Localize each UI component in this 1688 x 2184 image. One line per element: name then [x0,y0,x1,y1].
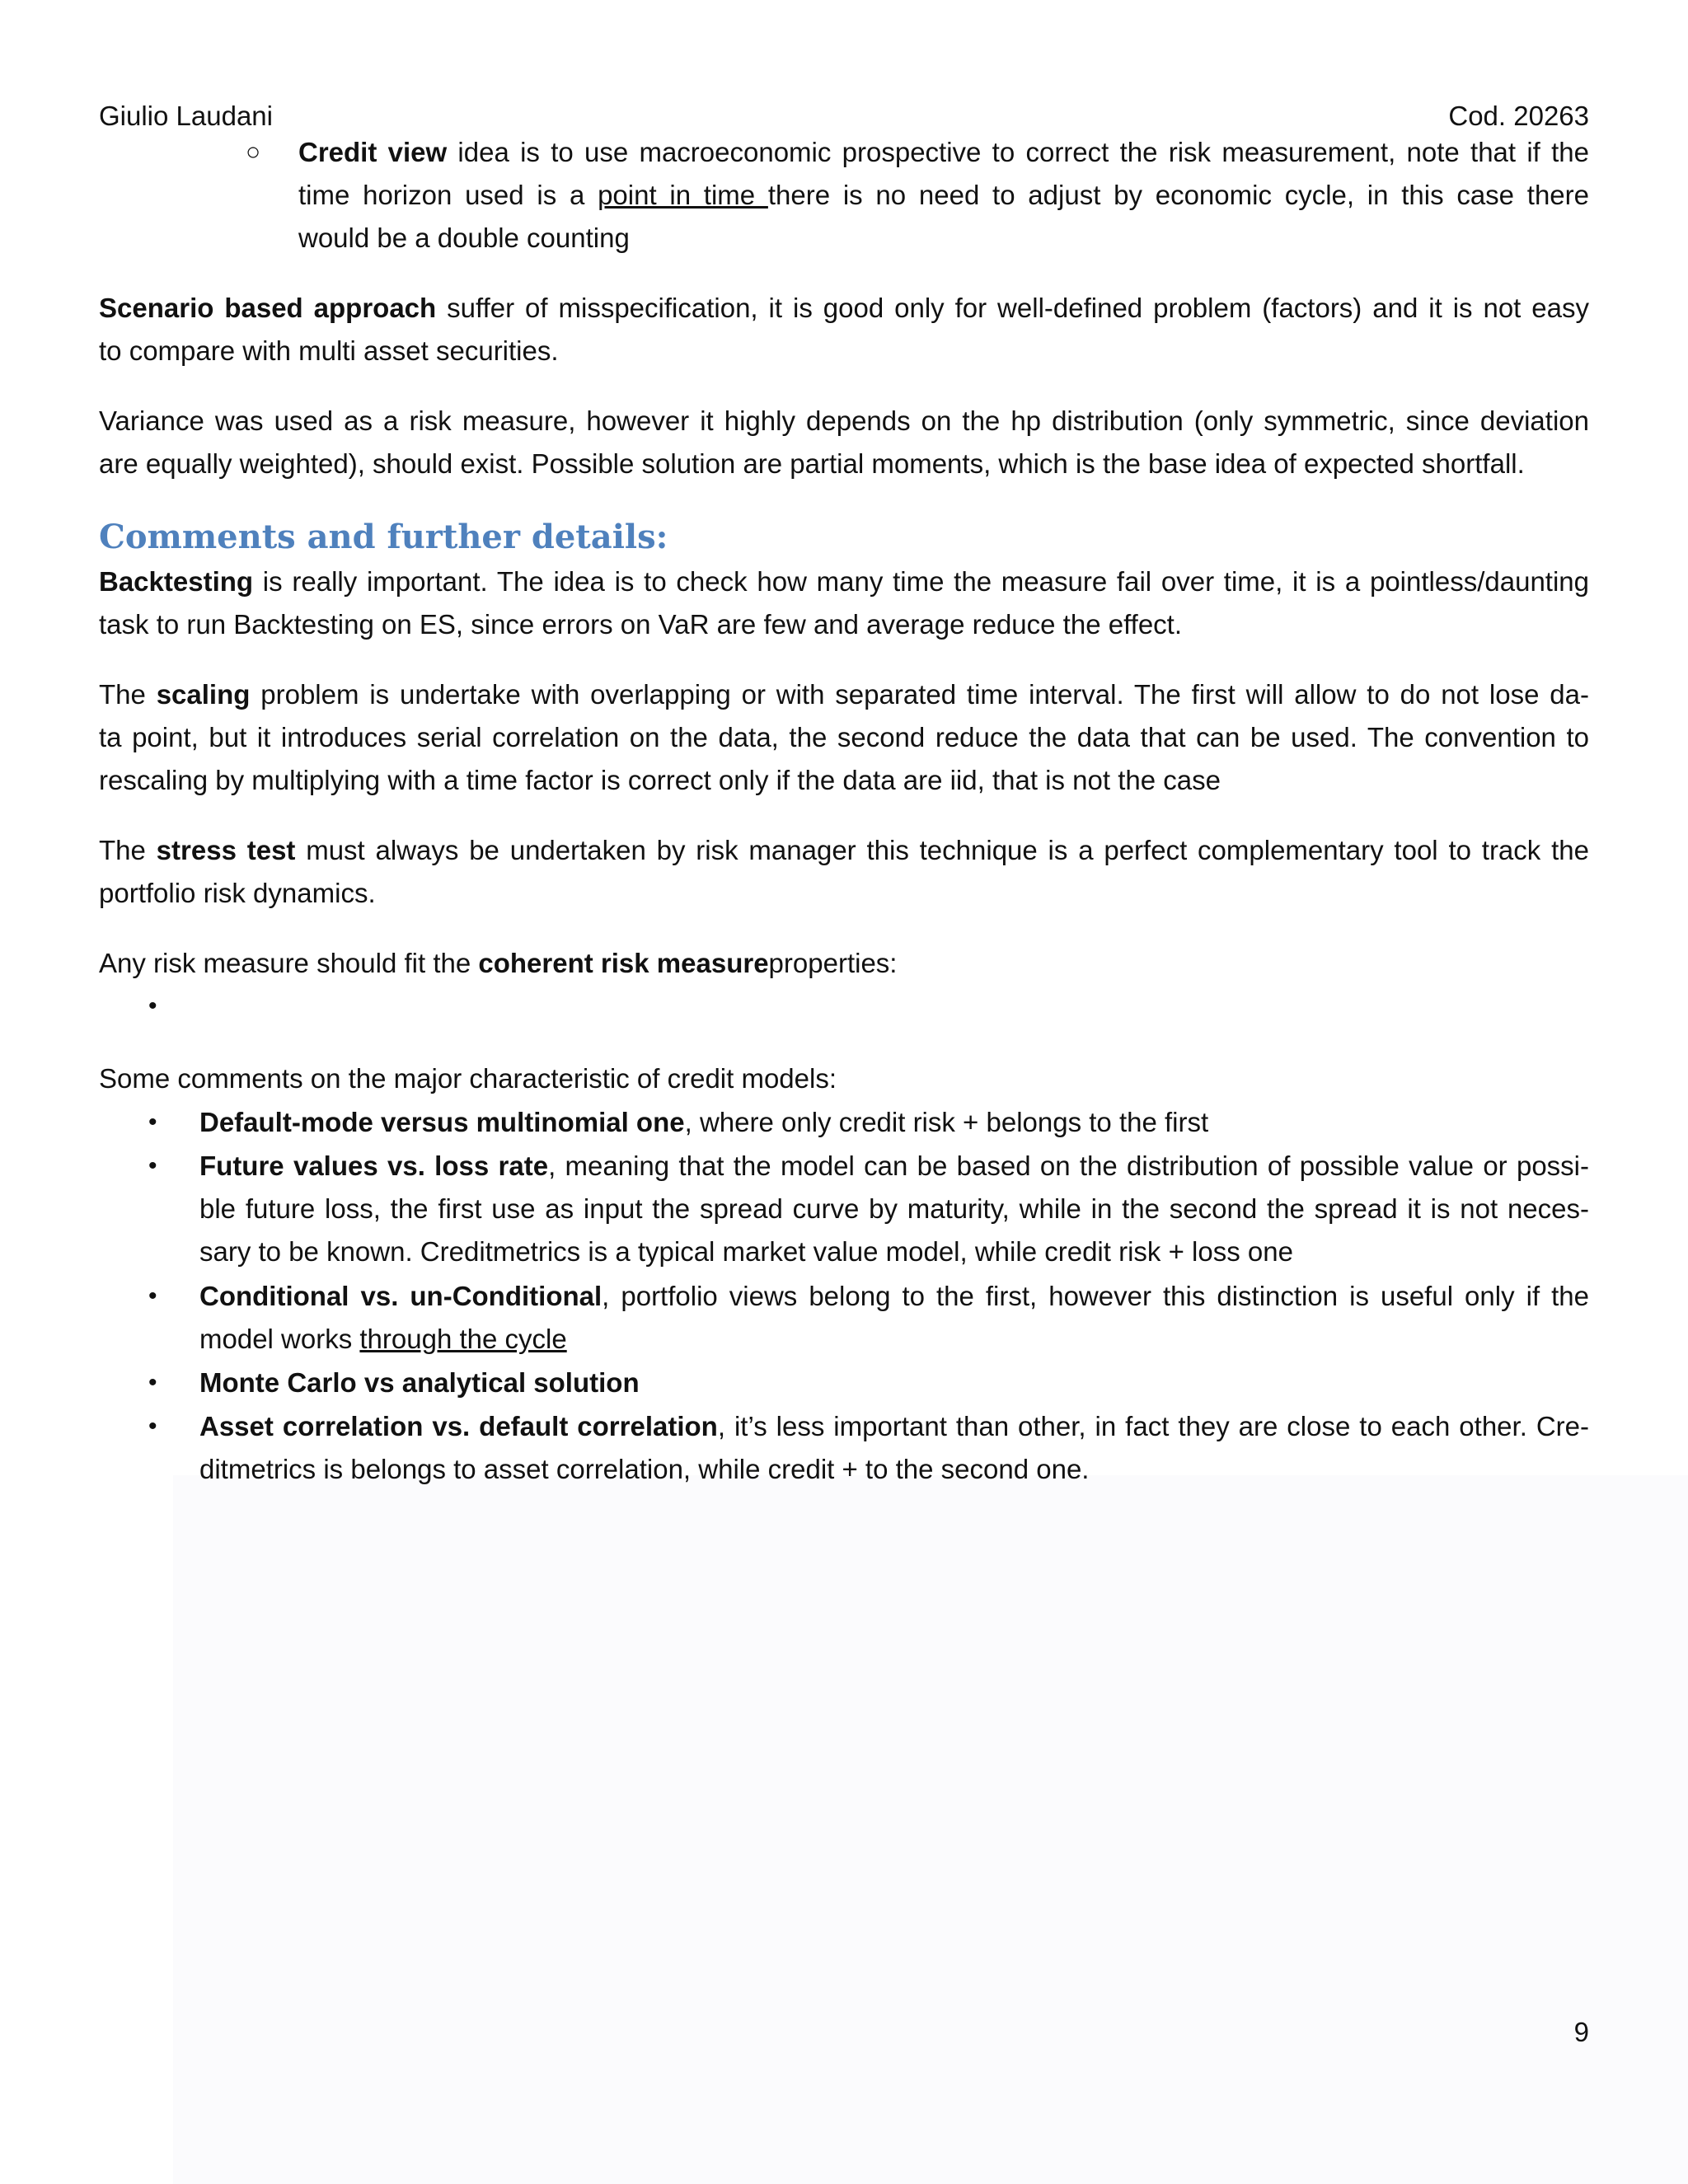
credit-models-intro: Some comments on the major characteristic of credit models: [99,1063,837,1094]
list-bullet: • [148,1413,157,1440]
stress-text: The [99,835,157,865]
coherent-text: properties: [768,948,898,978]
item-term: Monte Carlo vs analytical solution [199,1367,640,1398]
credit-model-item-1 [199,1101,1589,1144]
scaling-text: problem is undertake with overlapping or with separated time interval. The first will allow to do not lose da- [250,679,1589,710]
credit-model-item-3-line-2 [199,1318,1589,1361]
scenario-line-2: to compare with multi asset securities. [99,335,559,366]
credit-view-text: idea is to use macroeconomic prospective to correct the risk measurement, note that if the [447,137,1589,167]
list-bullet: • [148,1282,157,1310]
credit-view-line-1 [298,131,1589,174]
header-code: Cod. 20263 [1448,101,1589,131]
coherent-term: coherent risk measure [478,948,769,978]
scaling-term: scaling [156,679,251,710]
empty-bullet: • [148,992,157,1019]
sub-bullet-marker: ○ [246,138,261,166]
credit-model-item-2-line-1 [199,1145,1589,1188]
list-bullet: • [148,1369,157,1396]
variance-line-1: Variance was used as a risk measure, however it highly depends on the hp distribution (only symmetric, since deviation [99,405,1589,436]
credit-model-item-4 [199,1361,1589,1404]
item-term: Default-mode versus multinomial one [199,1107,685,1137]
credit-model-item-2-line-2: ble future loss, the first use as input the spread curve by maturity, while in the second the spread it is not neces- [199,1193,1589,1224]
credit-view-line-3: would be a double counting [298,223,630,253]
credit-model-item-2-line-3: sary to be known. Creditmetrics is a typical market value model, while credit risk + loss one [199,1236,1293,1267]
coherent-line [99,942,1589,985]
stress-line-1 [99,829,1589,872]
list-bullet: • [148,1152,157,1179]
item-text: , portfolio views belong to the first, however this distinction is useful only if the [602,1281,1590,1311]
stress-line-2: portfolio risk dynamics. [99,878,376,908]
backtesting-term: Backtesting [99,566,254,597]
through-the-cycle-underline: through the cycle [359,1324,567,1354]
coherent-text: Any risk measure should fit the [99,948,479,978]
page-shading [173,1475,1688,2184]
backtesting-line-2: task to run Backtesting on ES, since errors on VaR are few and average reduce the effect. [99,609,1183,640]
header-author: Giulio Laudani [99,101,273,131]
variance-line-2: are equally weighted), should exist. Possible solution are partial moments, which is the base idea of expected shortfall. [99,448,1525,479]
list-bullet: • [148,1108,157,1136]
page-number: 9 [1573,2017,1589,2047]
stress-text: must always be undertaken by risk manager this technique is a perfect complementary tool to track the [295,835,1589,865]
section-heading: Comments and further details: [99,518,668,556]
scaling-line-3: rescaling by multiplying with a time factor is correct only if the data are iid, that is not the case [99,765,1221,795]
credit-model-item-5-line-1 [199,1405,1589,1448]
item-term: Future values vs. loss rate [199,1151,549,1181]
item-text: model works [199,1324,360,1354]
scaling-text: The [99,679,157,710]
scenario-text: suffer of misspecification, it is good only for well-defined problem (factors) and it is not easy [436,293,1589,323]
item-text: , it’s less important than other, in fact they are close to each other. Cre- [717,1411,1589,1441]
credit-view-term: Credit view [298,137,448,167]
item-term: Asset correlation vs. default correlation [199,1411,718,1441]
scenario-term: Scenario based approach [99,293,437,323]
credit-model-item-3-line-1 [199,1275,1589,1318]
item-text: , meaning that the model can be based on the distribution of possible value or possi- [548,1151,1589,1181]
credit-view-text: there is no need to adjust by economic cycle, in this case there [767,180,1589,210]
backtesting-text: is really important. The idea is to check how many time the measure fail over time, it is a pointless/daunting [253,566,1589,597]
item-term: Conditional vs. un-Conditional [199,1281,603,1311]
point-in-time-underline: point in time [598,180,768,210]
credit-view-line-2 [298,174,1589,217]
credit-view-text: time horizon used is a [298,180,598,210]
backtesting-line-1 [99,560,1589,603]
credit-model-item-5-line-2: ditmetrics is belongs to asset correlation, while credit + to the second one. [199,1454,1090,1484]
scaling-line-2: ta point, but it introduces serial correlation on the data, the second reduce the data that can be used. The convention to [99,722,1589,752]
item-text: , where only credit risk + belongs to the first [684,1107,1209,1137]
scaling-line-1 [99,673,1589,716]
stress-term: stress test [156,835,296,865]
scenario-line-1 [99,287,1589,330]
